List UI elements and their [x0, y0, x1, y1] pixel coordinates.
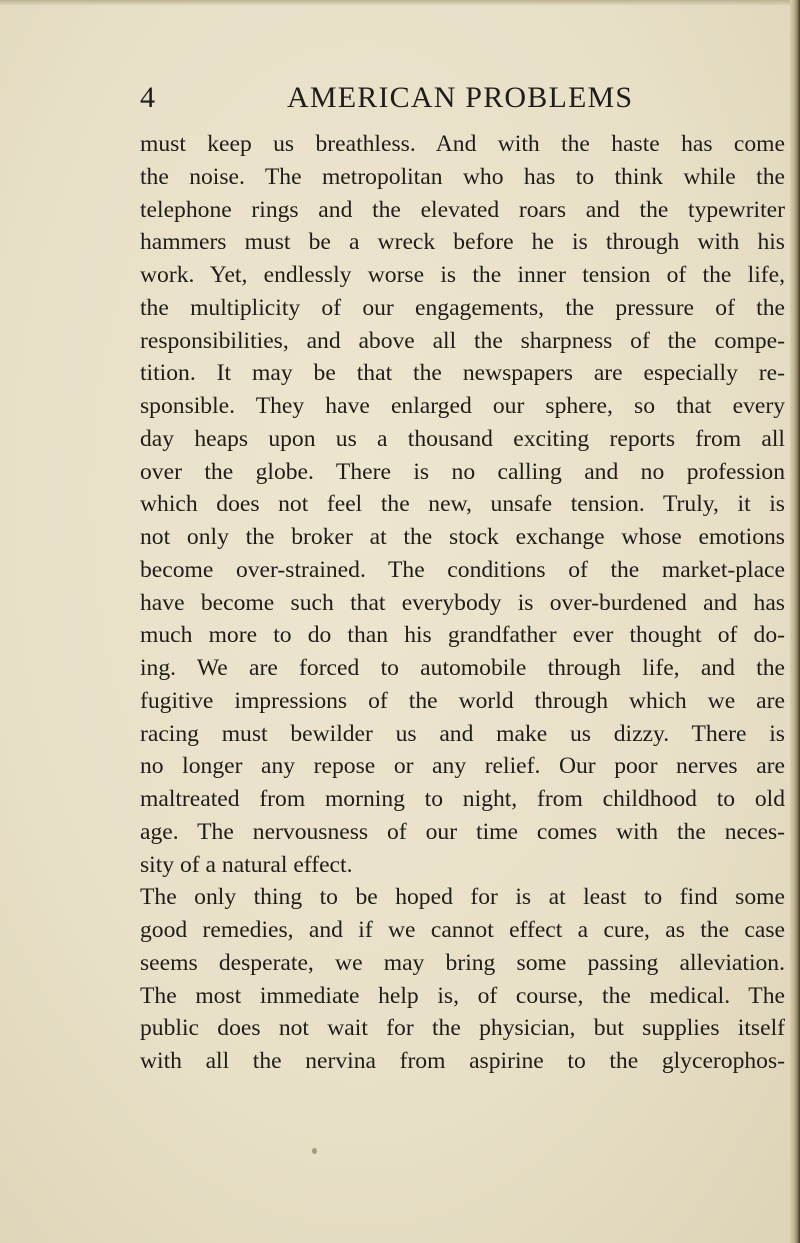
text-line: over the globe. There is no calling and no profession	[140, 458, 785, 485]
text-line: must keep us breathless. And with the haste has come	[140, 131, 785, 157]
text-line: which does not feel the new, unsafe tension. Truly, it is	[140, 491, 785, 518]
text-line: have become such that everybody is over-burdened and has	[140, 589, 785, 616]
text-line: telephone rings and the elevated roars and the typewriter	[140, 196, 785, 223]
text-line: maltreated from morning to night, from childhood to old	[140, 786, 785, 812]
text-line: hammers must be a wreck before he is through with his	[140, 229, 785, 256]
text-line: ing. We are forced to automobile through life, and the	[140, 655, 785, 681]
text-line: the multiplicity of our engagements, the pressure of the	[140, 294, 785, 321]
running-title: AMERICAN PROBLEMS	[287, 81, 634, 114]
text-line: racing must bewilder us and make us dizzy. There is	[140, 720, 785, 747]
page-top-edge	[0, 0, 800, 6]
text-line: good remedies, and if we cannot effect a cure, as the case	[140, 917, 785, 943]
text-line: tition. It may be that the newspapers are especially re-	[140, 360, 785, 387]
text-line: public does not wait for the physician, but supplies itself	[140, 1015, 785, 1042]
text-line: no longer any repose or any relief. Our poor nerves are	[140, 753, 785, 780]
text-line: work. Yet, endlessly worse is the inner tension of the life,	[140, 262, 785, 288]
paragraph-first-line: The only thing to be hoped for is at least to find some	[140, 884, 785, 911]
text-line: seems desperate, we may bring some passing alleviation.	[140, 949, 785, 976]
page-binding-edge	[790, 0, 800, 1243]
text-line: The most immediate help is, of course, the medical. The	[140, 982, 785, 1009]
paragraph-last-line: sity of a natural effect.	[140, 851, 353, 878]
text-line: become over-strained. The conditions of the market-place	[140, 556, 785, 583]
body-text	[140, 128, 788, 1078]
text-line: not only the broker at the stock exchange whose emotions	[140, 524, 785, 550]
running-head	[0, 78, 800, 118]
text-line: day heaps upon us a thousand exciting reports from all	[140, 425, 785, 452]
text-line: age. The nervousness of our time comes with the neces-	[140, 818, 785, 845]
text-line: much more to do than his grandfather ever thought of do-	[140, 622, 785, 649]
text-line: fugitive impressions of the world through which we are	[140, 687, 785, 714]
text-line: responsibilities, and above all the sharpness of the compe-	[140, 327, 785, 354]
text-line: the noise. The metropolitan who has to think while the	[140, 163, 785, 190]
text-line: sponsible. They have enlarged our sphere, so that every	[140, 393, 785, 419]
page-number: 4	[140, 81, 155, 114]
paper-speck	[312, 1148, 317, 1154]
text-line: with all the nervina from aspirine to the glycerophos-	[140, 1048, 785, 1074]
